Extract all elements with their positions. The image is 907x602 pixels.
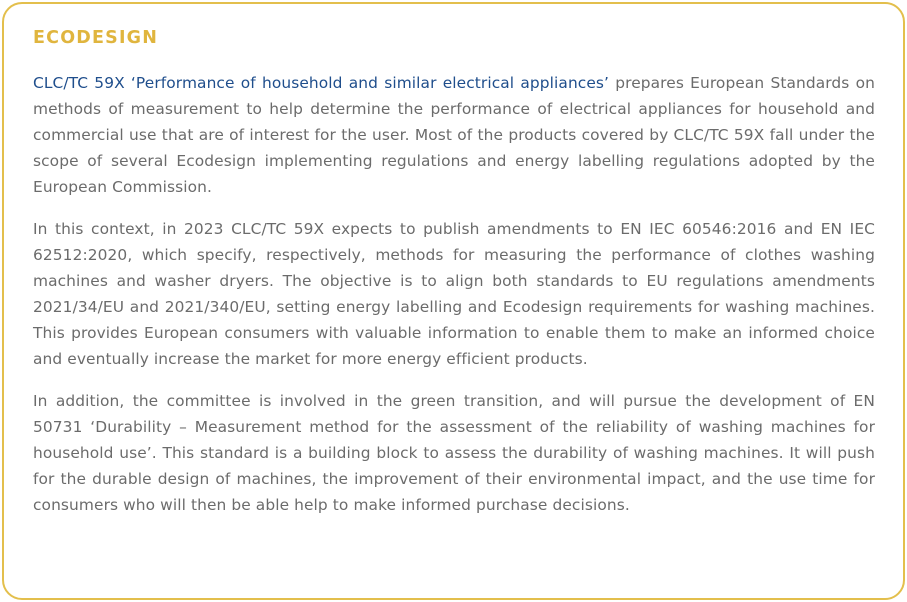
committee-title-highlight: CLC/TC 59X ‘Performance of household and similar electrical appliances’ bbox=[33, 74, 610, 92]
paragraph-green-transition: In addition, the committee is involved in the green transition, and will pursue the development of EN 50731 ‘Durability – Measurement method for the assessment of the reliability of washing machines for household use’. This standard is a building block to assess the durability of washing machines. It will push for the durable design of machines, the improvement of their environmental impact, and the use time for consumers who will then be able help to make informed purchase decisions. bbox=[33, 392, 875, 514]
paragraph-intro bbox=[33, 70, 875, 200]
ecodesign-panel bbox=[2, 2, 905, 600]
paragraph-intro-text: prepares European Standards on methods of measurement to help determine the performance of electrical appliances for household and commercial use that are of interest for the user. Most of the products covered by CLC/TC 59X fall under the scope of several Ecodesign implementing regulations and energy labelling regulations adopted by the European Commission. bbox=[33, 74, 875, 196]
section-heading: ECODESIGN bbox=[33, 28, 159, 48]
paragraph-context: In this context, in 2023 CLC/TC 59X expects to publish amendments to EN IEC 60546:2016 and EN IEC 62512:2020, which specify, respectively, methods for measuring the performance of clothes washing machines and washer dryers. The objective is to align both standards to EU regulations amendments 2021/34/EU and 2021/340/EU, setting energy labelling and Ecodesign requirements for washing machines. This provides European consumers with valuable information to enable them to make an informed choice and eventually increase the market for more energy efficient products. bbox=[33, 220, 875, 368]
